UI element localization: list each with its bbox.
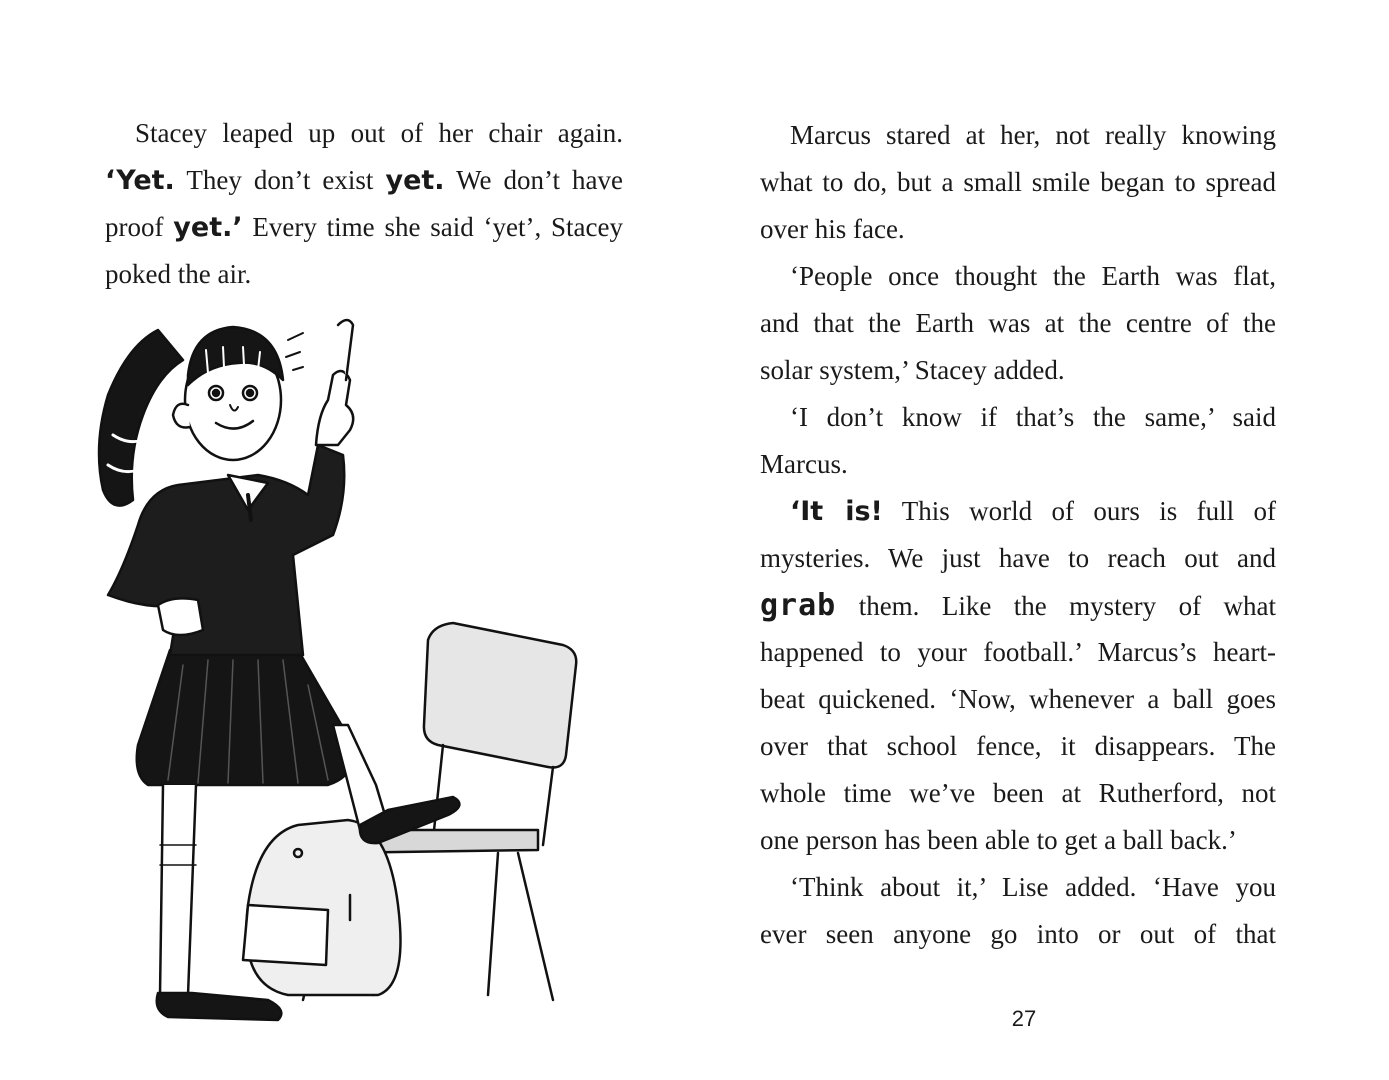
- emphasis-yet: yet.: [385, 165, 445, 196]
- text-line: what to do, but a small smile began to spread: [760, 167, 1276, 197]
- text-line: proof yet.’ Every time she said ‘yet’, Stacey: [105, 212, 623, 243]
- left-page-text: [105, 110, 623, 298]
- text-line: grab them. Like the mystery of what: [760, 588, 1276, 623]
- right-page: [694, 0, 1389, 1080]
- emphasis-yet: ‘Yet.: [105, 165, 175, 196]
- text-line: ‘Yet. They don’t exist yet. We don’t have: [105, 165, 623, 196]
- text-line: happened to your football.’ Marcus’s heart-: [760, 637, 1276, 667]
- text-line: poked the air.: [105, 259, 252, 289]
- text-line: ‘I don’t know if that’s the same,’ said: [790, 402, 1276, 432]
- emphasis-grab: grab: [760, 588, 837, 623]
- text-line: Stacey leaped up out of her chair again.: [135, 118, 623, 148]
- text-line: ‘People once thought the Earth was flat,: [790, 261, 1276, 291]
- emphasis-it-is: ‘It is!: [790, 496, 883, 527]
- text-line: over his face.: [760, 214, 905, 244]
- page-number: 27: [1011, 1006, 1037, 1031]
- text-line: over that school fence, it disappears. The: [760, 731, 1276, 761]
- emphasis-yet: yet.’: [173, 212, 243, 243]
- text-line: one person has been able to get a ball back.’: [760, 825, 1237, 855]
- text-line: and that the Earth was at the centre of the: [760, 308, 1276, 338]
- text-line: whole time we’ve been at Rutherford, not: [760, 778, 1276, 808]
- text-line: solar system,’ Stacey added.: [760, 355, 1065, 385]
- text-line: Marcus stared at her, not really knowing: [790, 120, 1276, 150]
- text-line: Marcus.: [760, 449, 848, 479]
- text-line: beat quickened. ‘Now, whenever a ball goes: [760, 684, 1276, 714]
- text-line: mysteries. We just have to reach out and: [760, 543, 1276, 573]
- left-page: [0, 0, 694, 1080]
- text-line: ever seen anyone go into or out of that: [760, 919, 1276, 949]
- right-page-text: [760, 112, 1276, 958]
- stacey-illustration: [88, 305, 588, 1035]
- text-line: ‘Think about it,’ Lise added. ‘Have you: [790, 872, 1276, 902]
- text-line: ‘It is! This world of ours is full of: [790, 496, 1276, 527]
